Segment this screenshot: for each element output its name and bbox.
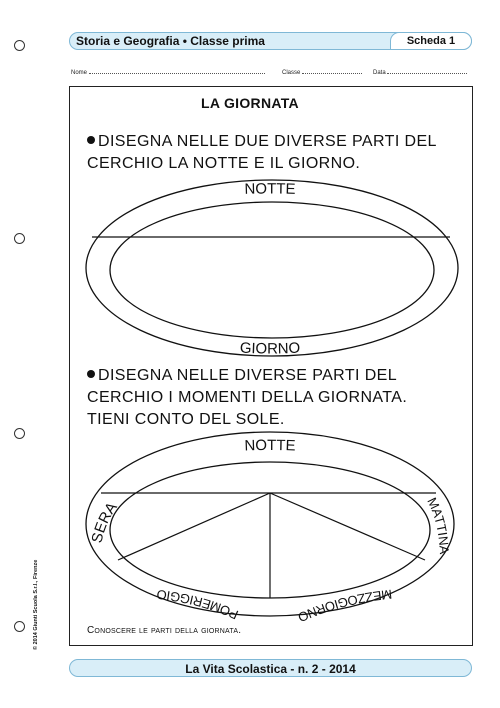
sector-line-right xyxy=(270,493,425,560)
label-notte-2: NOTTE xyxy=(244,436,296,455)
label-mezzogiorno: MEZZOGIORNO xyxy=(295,586,393,626)
footer-bar xyxy=(69,659,472,677)
inner-ellipse-1[interactable] xyxy=(110,202,434,338)
exercise1-line2: CERCHIO LA NOTTE E IL GIORNO. xyxy=(87,155,361,172)
label-pomeriggio: POMERIGGIO xyxy=(155,586,241,623)
label-giorno-1: GIORNO xyxy=(239,339,301,358)
field-name-label: Nome xyxy=(71,70,88,76)
label-notte-1: NOTTE xyxy=(244,180,296,198)
outer-ellipse-1 xyxy=(86,180,458,356)
worksheet-title: LA GIORNATA xyxy=(201,95,299,111)
exercise2-line3: TIENI CONTO DEL SOLE. xyxy=(87,411,285,428)
label-mattina: MATTINA xyxy=(424,495,452,555)
label-sera: SERA xyxy=(88,499,121,545)
learning-objective: Conoscere le parti della giornata. xyxy=(87,625,242,636)
exercise1-line1: DISEGNA NELLE DUE DIVERSE PARTI DEL xyxy=(98,133,437,150)
field-date-label: Data xyxy=(373,70,386,76)
day-moments-circle xyxy=(86,432,454,625)
sheet-label: Scheda 1 xyxy=(406,35,456,47)
subject-label: Storia e Geografia • Classe prima xyxy=(76,34,265,48)
exercise2-line1: DISEGNA NELLE DIVERSE PARTI DEL xyxy=(98,367,398,384)
day-night-circle xyxy=(86,180,458,358)
sector-line-left xyxy=(118,493,270,560)
exercise2-line2: CERCHIO I MOMENTI DELLA GIORNATA. xyxy=(87,389,408,406)
footer-label: La Vita Scolastica - n. 2 - 2014 xyxy=(185,662,356,676)
field-class-label: Classe xyxy=(282,70,301,76)
copyright-note: © 2014 Giunti Scuola S.r.l., Firenze xyxy=(33,559,39,650)
